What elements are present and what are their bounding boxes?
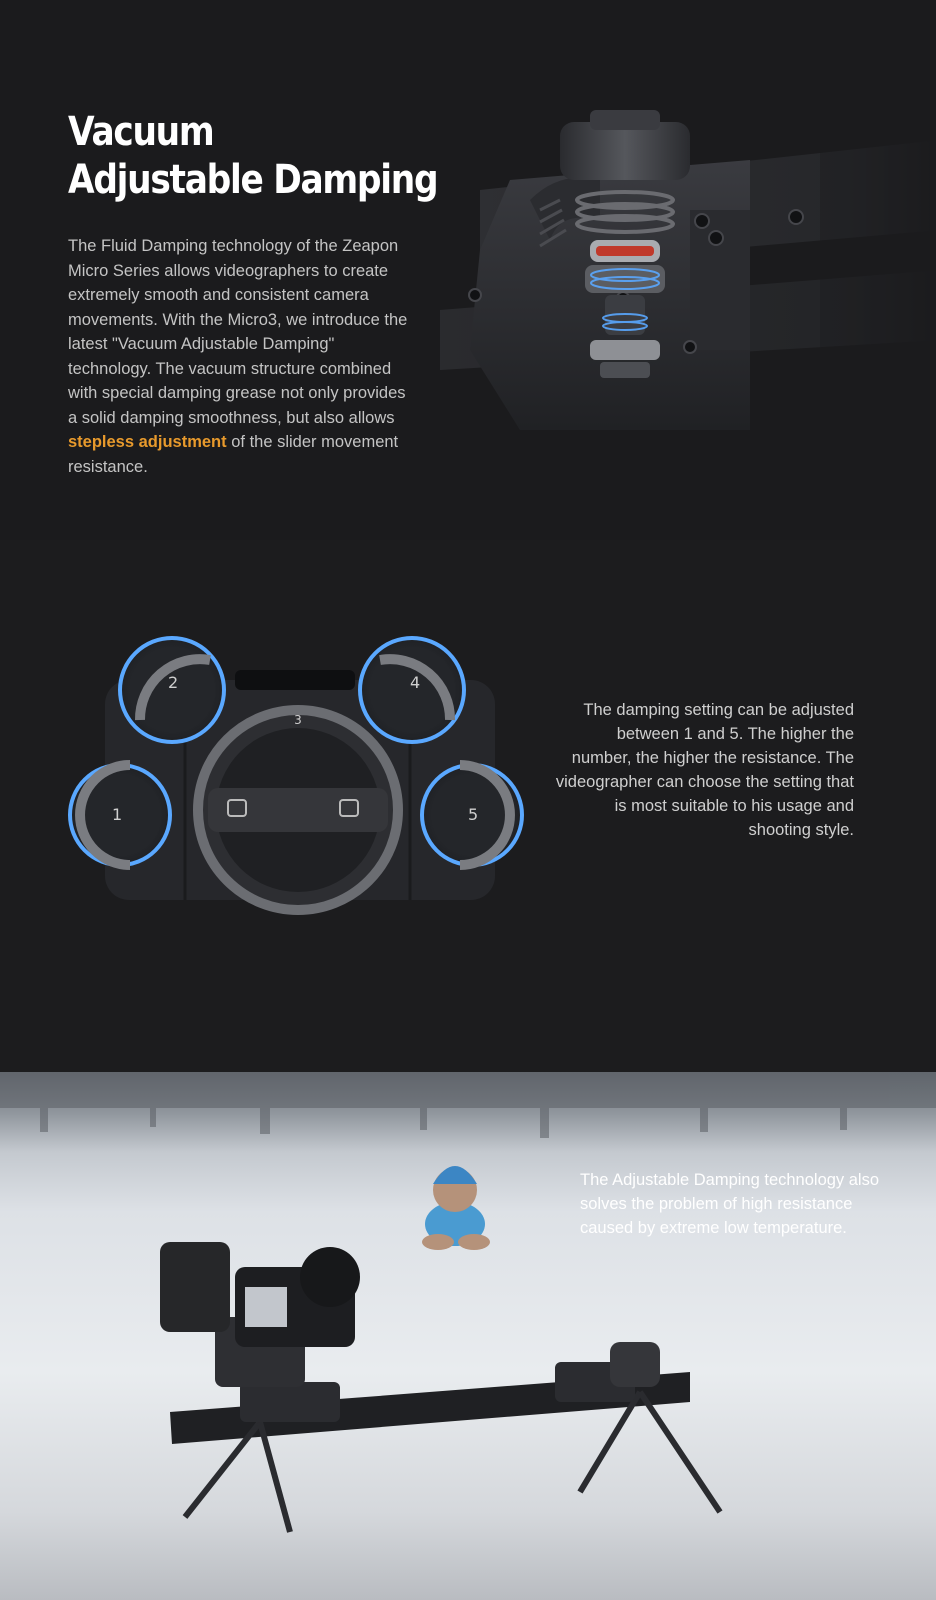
dial-label-4: 4 (410, 673, 421, 692)
damping-dial-section (0, 540, 936, 1072)
setting-magnifier-2 (120, 638, 224, 742)
treeline (0, 1072, 936, 1138)
dial-handle (208, 788, 388, 832)
setting-magnifier-5 (422, 765, 522, 865)
title-line-2: Adjustable Damping (68, 157, 438, 203)
intro-paragraph (68, 234, 418, 479)
setting-magnifier-1 (70, 765, 170, 865)
slider-damping-illustration (440, 100, 936, 480)
stepless-highlight: stepless adjustment (68, 433, 227, 451)
damping-dial-illustration (60, 630, 540, 920)
setting-magnifier-4 (360, 638, 464, 742)
dial-label-2: 2 (168, 673, 179, 692)
dial-label-3: 3 (294, 713, 302, 727)
title-line-1: Vacuum (68, 109, 214, 155)
intro-text: The Fluid Damping technology of the Zeapon Micro Series allows videographers to create extremely smooth and consistent camera movements. With the Micro3, we introduce the latest "Vacuum Adjustable Damping" technology. The vacuum structure combined with special damping grease not only provides a solid damping smoothness, but also allows (68, 237, 408, 427)
dial-label-5: 5 (468, 805, 479, 824)
low-temperature-description: The Adjustable Damping technology also solves the problem of high resistance caused by extreme low temperature. (580, 1171, 880, 1237)
dial-label-1: 1 (112, 805, 123, 824)
section-title (68, 108, 464, 204)
dial-description: The damping setting can be adjusted between 1 and 5. The higher the number, the higher the resistance. The videographer can choose the setting that is most suitable to his usage and shooting style. (555, 701, 854, 839)
camera-slider-rig (160, 1242, 720, 1532)
knurled-knob (560, 122, 690, 180)
vacuum-damping-section (0, 0, 936, 540)
low-temperature-section (0, 1072, 936, 1600)
intro-text-end: of the slider movement resistance. (68, 433, 399, 476)
teddy-bear (422, 1166, 490, 1250)
snow-scene-photo (0, 1072, 936, 1600)
